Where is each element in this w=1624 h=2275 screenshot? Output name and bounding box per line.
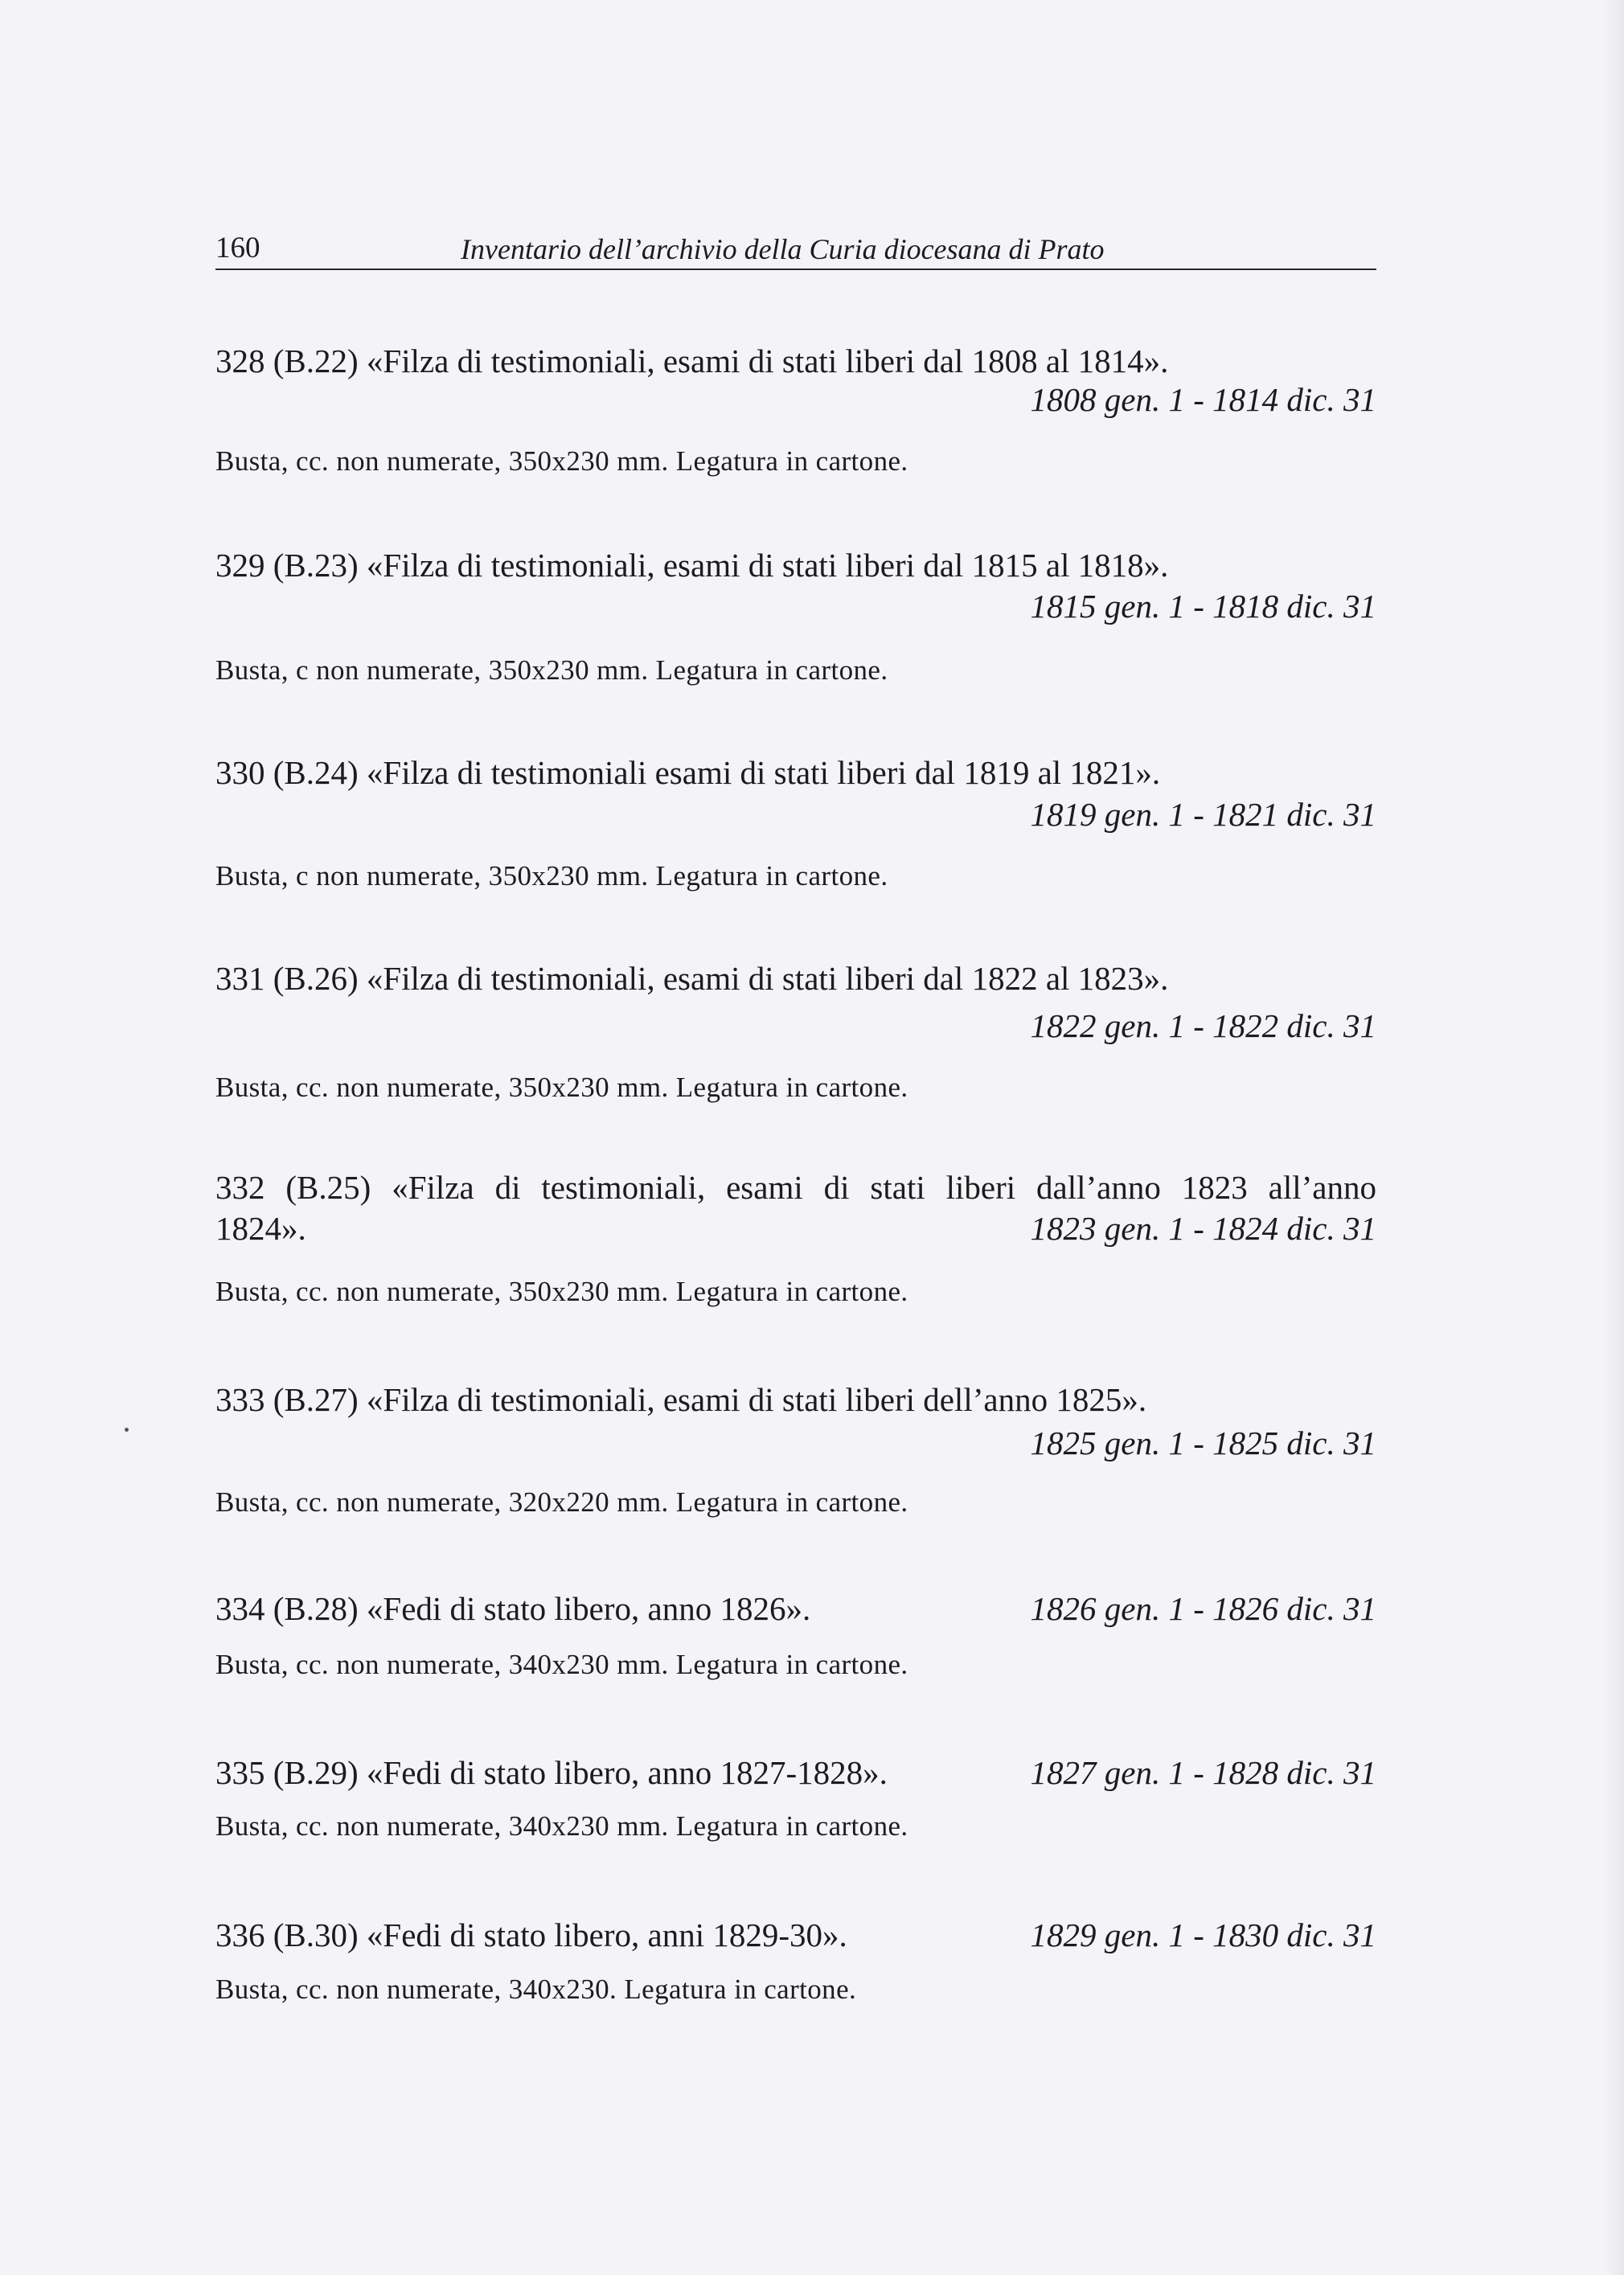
entry-328-date: 1808 gen. 1 - 1814 dic. 31 (1030, 381, 1376, 418)
entry-330-title: 330 (B.24) «Filza di testimoniali esami di stati liberi dal 1819 al 1821». (215, 754, 1161, 791)
entry-329-title: 329 (B.23) «Filza di testimoniali, esami di stati liberi dal 1815 al 1818». (215, 547, 1169, 584)
page-edge-shadow (1605, 0, 1624, 2275)
entry-333-title: 333 (B.27) «Filza di testimoniali, esami di stati liberi dell’anno 1825». (215, 1381, 1147, 1418)
entry-336-title: 336 (B.30) «Fedi di stato libero, anni 1829-30». (215, 1916, 847, 1953)
entry-336-date: 1829 gen. 1 - 1830 dic. 31 (1030, 1916, 1376, 1953)
entry-335-title: 335 (B.29) «Fedi di stato libero, anno 1827-1828». (215, 1754, 888, 1791)
entry-329-description: Busta, c non numerate, 350x230 mm. Legatura in cartone. (215, 654, 888, 686)
entry-330-description: Busta, c non numerate, 350x230 mm. Legatura in cartone. (215, 860, 888, 892)
entry-334-title: 334 (B.28) «Fedi di stato libero, anno 1826». (215, 1590, 811, 1627)
stray-ink-mark (125, 1428, 129, 1432)
entry-331-title: 331 (B.26) «Filza di testimoniali, esami di stati liberi dal 1822 al 1823». (215, 960, 1169, 997)
page-header (215, 227, 1376, 270)
entry-332-title: 332 (B.25) «Filza di testimoniali, esami di stati liberi dall’anno 1823 all’anno (215, 1169, 1376, 1206)
entry-329-date: 1815 gen. 1 - 1818 dic. 31 (1030, 588, 1376, 625)
entry-334-description: Busta, cc. non numerate, 340x230 mm. Legatura in cartone. (215, 1649, 908, 1680)
entry-332-description: Busta, cc. non numerate, 350x230 mm. Legatura in cartone. (215, 1276, 908, 1307)
entry-328-description: Busta, cc. non numerate, 350x230 mm. Legatura in cartone. (215, 445, 908, 477)
entry-333-description: Busta, cc. non numerate, 320x220 mm. Legatura in cartone. (215, 1486, 908, 1518)
entry-336-description: Busta, cc. non numerate, 340x230. Legatura in cartone. (215, 1974, 857, 2005)
entry-331-description: Busta, cc. non numerate, 350x230 mm. Legatura in cartone. (215, 1072, 908, 1103)
entry-332-date: 1823 gen. 1 - 1824 dic. 31 (1030, 1210, 1376, 1247)
page-number: 160 (215, 232, 260, 264)
entry-333-date: 1825 gen. 1 - 1825 dic. 31 (1030, 1424, 1376, 1461)
entry-328-title: 328 (B.22) «Filza di testimoniali, esami di stati liberi dal 1808 al 1814». (215, 342, 1169, 379)
entry-335-date: 1827 gen. 1 - 1828 dic. 31 (1030, 1754, 1376, 1791)
entry-335-description: Busta, cc. non numerate, 340x230 mm. Legatura in cartone. (215, 1810, 908, 1842)
running-title: Inventario dell’archivio della Curia diocesana di Prato (461, 233, 1105, 265)
entry-330-date: 1819 gen. 1 - 1821 dic. 31 (1030, 796, 1376, 833)
entry-331-date: 1822 gen. 1 - 1822 dic. 31 (1030, 1007, 1376, 1044)
entry-332-title-continuation: 1824». (215, 1210, 306, 1247)
entry-334-date: 1826 gen. 1 - 1826 dic. 31 (1030, 1590, 1376, 1627)
